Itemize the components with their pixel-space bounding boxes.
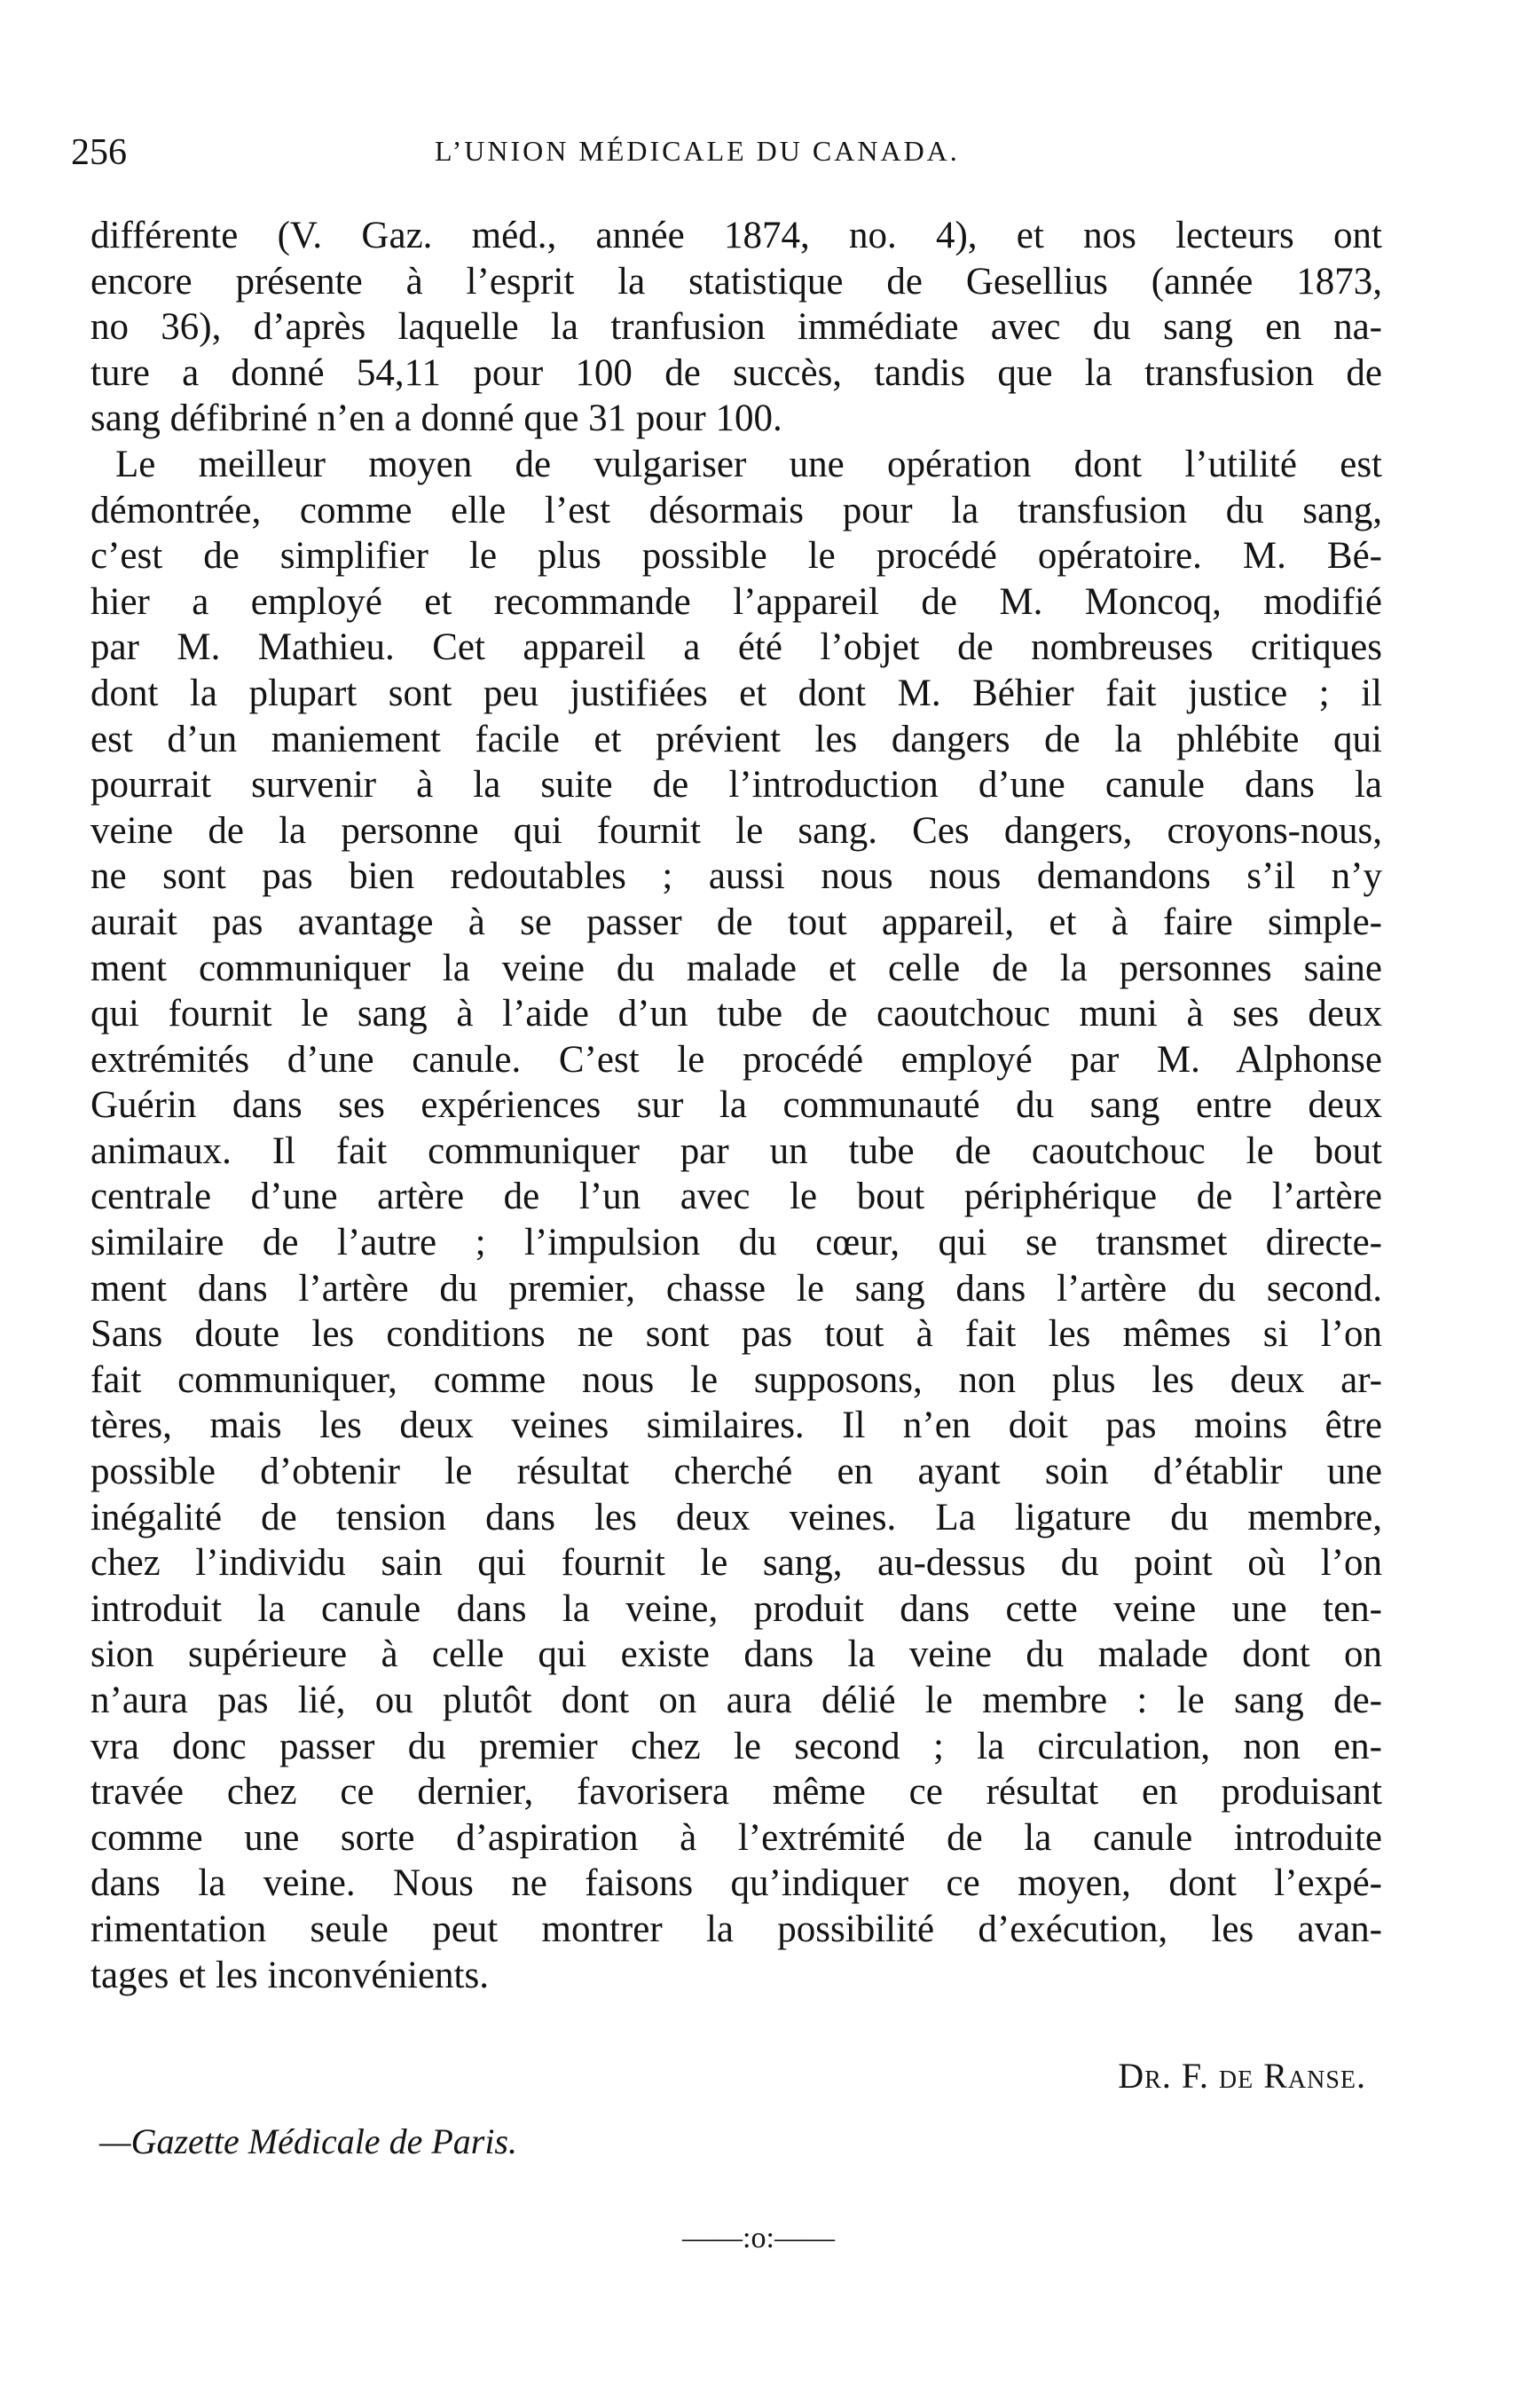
section-end-ornament: ——:o:—— [682, 2222, 835, 2255]
text-line: aurait pas avantage à se passer de tout appareil, et à faire simple- [90, 901, 1382, 943]
source-citation: —Gazette Médicale de Paris. [99, 2121, 517, 2161]
text-line: encore présente à l’esprit la statistique de Gesellius (année 1873, [90, 260, 1382, 303]
paragraph-start-line: Le meilleur moyen de vulgariser une opération dont l’utilité est [115, 443, 1382, 485]
text-line: rimentation seule peut montrer la possibilité d’exécution, les avan- [90, 1908, 1382, 1950]
text-line: chez l’individu sain qui fournit le sang, au-dessus du point où l’on [90, 1542, 1382, 1585]
text-line: vra donc passer du premier chez le second ; la circulation, non en- [90, 1725, 1382, 1767]
article-body [90, 213, 1382, 1998]
text-line: inégalité de tension dans les deux veines. La ligature du membre, [90, 1496, 1382, 1538]
running-title: L’UNION MÉDICALE DU CANADA. [435, 135, 960, 167]
text-line: no 36), d’après laquelle la tranfusion immédiate avec du sang en na- [90, 306, 1382, 349]
text-line: est d’un maniement facile et prévient les dangers de la phlébite qui [90, 718, 1382, 760]
text-line: démontrée, comme elle l’est désormais pour la transfusion du sang, [90, 489, 1382, 531]
text-line: n’aura pas lié, ou plutôt dont on aura délié le membre : le sang de- [90, 1680, 1382, 1721]
text-line: Guérin dans ses expériences sur la communauté du sang entre deux [90, 1084, 1382, 1127]
text-line: centrale d’une artère de l’un avec le bout périphérique de l’artère [90, 1176, 1382, 1218]
text-line: travée chez ce dernier, favorisera même ce résultat en produisant [90, 1771, 1382, 1814]
text-line: ne sont pas bien redoutables ; aussi nous nous demandons s’il n’y [90, 855, 1382, 898]
text-line: par M. Mathieu. Cet appareil a été l’objet de nombreuses critiques [90, 626, 1382, 669]
text-line: c’est de simplifier le plus possible le procédé opératoire. M. Bé- [90, 535, 1382, 578]
text-line: fait communiquer, comme nous le supposons, non plus les deux ar- [90, 1358, 1382, 1401]
text-line: comme une sorte d’aspiration à l’extrémité de la canule introduite [90, 1816, 1382, 1859]
text-line: possible d’obtenir le résultat cherché en ayant soin d’établir une [90, 1451, 1382, 1493]
text-line: ment dans l’artère du premier, chasse le sang dans l’artère du second. [90, 1267, 1382, 1310]
text-line: différente (V. Gaz. méd., année 1874, no. 4), et nos lecteurs ont [90, 215, 1382, 256]
paragraph-end-line: sang défibriné n’en a donné que 31 pour 100. [90, 397, 782, 440]
page-number: 256 [71, 132, 127, 173]
text-line: qui fournit le sang à l’aide d’un tube de caoutchouc muni à ses deux [90, 993, 1382, 1035]
text-line: veine de la personne qui fournit le sang. Ces dangers, croyons-nous, [90, 809, 1382, 852]
text-line: hier a employé et recommande l’appareil de M. Moncoq, modifié [90, 580, 1382, 623]
text-line: dans la veine. Nous ne faisons qu’indiquer ce moyen, dont l’expé- [90, 1862, 1382, 1905]
text-line: sion supérieure à celle qui existe dans la veine du malade dont on [90, 1633, 1382, 1676]
text-line: Sans doute les conditions ne sont pas tout à fait les mêmes si l’on [90, 1313, 1382, 1356]
text-line: ment communiquer la veine du malade et celle de la personnes saine [90, 947, 1382, 989]
page-header [71, 131, 1384, 176]
text-line: similaire de l’autre ; l’impulsion du cœur, qui se transmet directe- [90, 1222, 1382, 1264]
text-line: pourrait survenir à la suite de l’introduction d’une canule dans la [90, 764, 1382, 807]
text-line: introduit la canule dans la veine, produit dans cette veine une ten- [90, 1587, 1382, 1630]
text-line: extrémités d’une canule. C’est le procédé employé par M. Alphonse [90, 1038, 1382, 1081]
text-line: animaux. Il fait communiquer par un tube de caoutchouc le bout [90, 1129, 1382, 1172]
text-line: tères, mais les deux veines similaires. Il n’en doit pas moins être [90, 1405, 1382, 1447]
text-line: dont la plupart sont peu justifiées et dont M. Béhier fait justice ; il [90, 672, 1382, 714]
paragraph-end-line: tages et les inconvénients. [90, 1954, 489, 1996]
text-line: ture a donné 54,11 pour 100 de succès, tandis que la transfusion de [90, 351, 1382, 394]
author-signature: Dr. F. de Ranse. [1118, 2056, 1366, 2096]
